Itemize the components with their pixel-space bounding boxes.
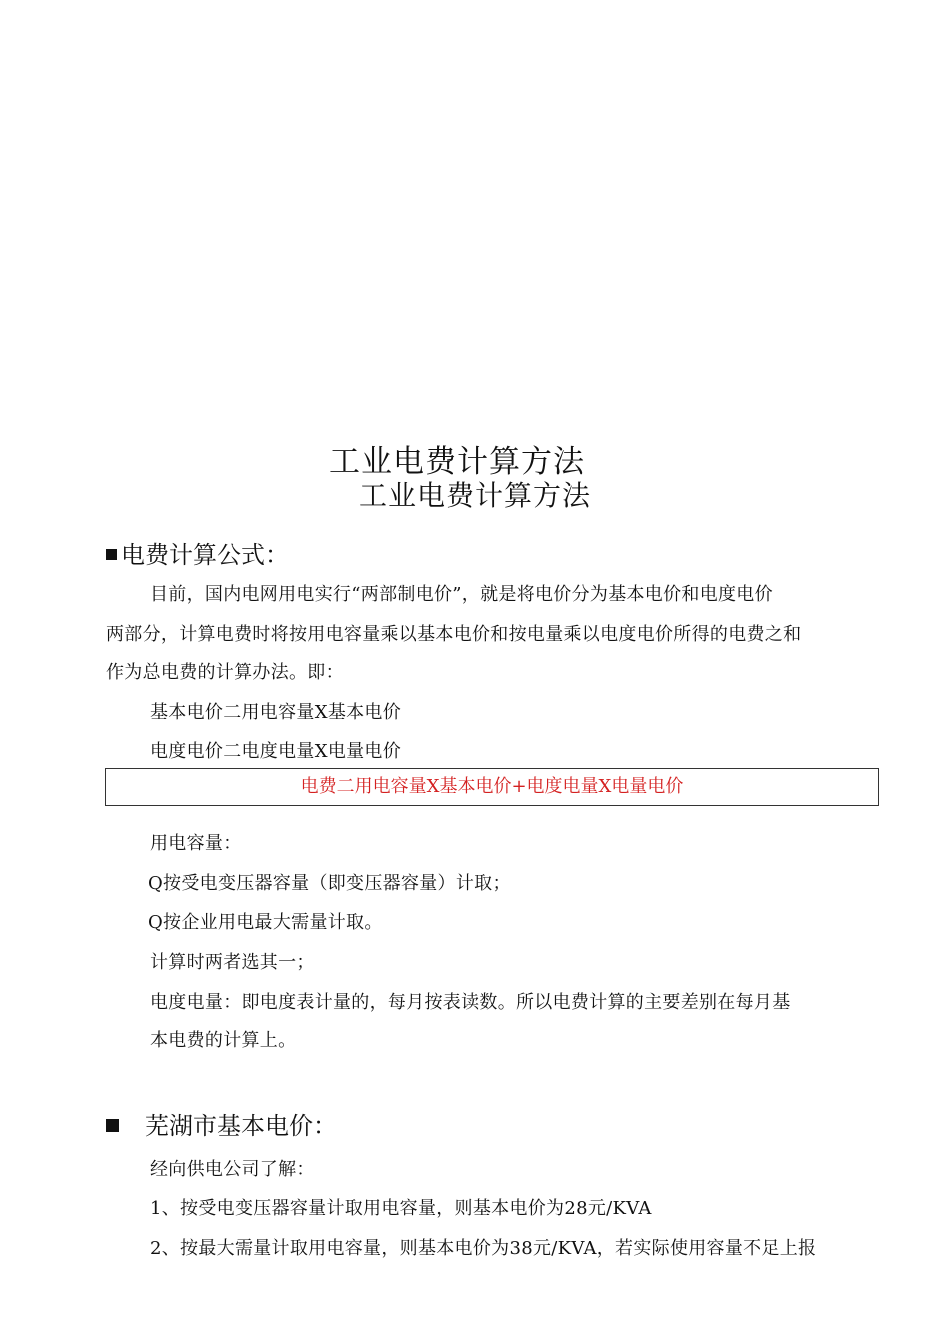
total-fee-formula: 电费二用电容量X基本电价+电度电量X电量电价 [300,776,684,797]
intro-line: 经向供电公司了解： [150,1159,315,1180]
formula-degree-price: 电度电价二电度电量X电量电价 [150,741,402,762]
square-bullet-icon [106,549,117,560]
degree-quantity-line: 本电费的计算上。 [150,1030,297,1051]
degree-quantity-line: 电度电量：即电度表计量的，每月按表读数。所以电费计算的主要差别在每月基 [150,992,791,1013]
total-fee-formula-box [105,768,879,806]
paragraph-line: 目前，国内电网用电实行“两部制电价”，就是将电价分为基本电价和电度电价 [150,584,773,605]
list-item: 2、按最大需量计取用电容量，则基本电价为38元/KVA，若实际使用容量不足上报 [150,1238,817,1259]
square-bullet-icon [106,1119,119,1132]
document-subtitle: 工业电费计算方法 [358,479,591,512]
paragraph-line: 两部分，计算电费时将按用电容量乘以基本电价和按电量乘以电度电价所得的电费之和 [106,624,802,645]
section-heading-text: 芜湖市基本电价： [145,1112,337,1140]
paragraph-line: 作为总电费的计算办法。即： [106,662,344,683]
choose-one-note: 计算时两者选其一； [150,952,315,973]
capacity-option-max-demand: Q按企业用电最大需量计取。 [148,912,383,933]
section-heading-formula [106,535,289,570]
formula-basic-price: 基本电价二用电容量X基本电价 [150,702,402,723]
list-item: 1、按受电变压器容量计取用电容量，则基本电价为28元/KVA [150,1198,652,1219]
section-heading-text: 电费计算公式： [121,541,289,569]
capacity-label: 用电容量： [150,833,242,854]
section-heading-wuhu-price [106,1106,337,1141]
document-title: 工业电费计算方法 [329,444,585,480]
capacity-option-transformer: Q按受电变压器容量（即变压器容量）计取； [148,873,511,894]
